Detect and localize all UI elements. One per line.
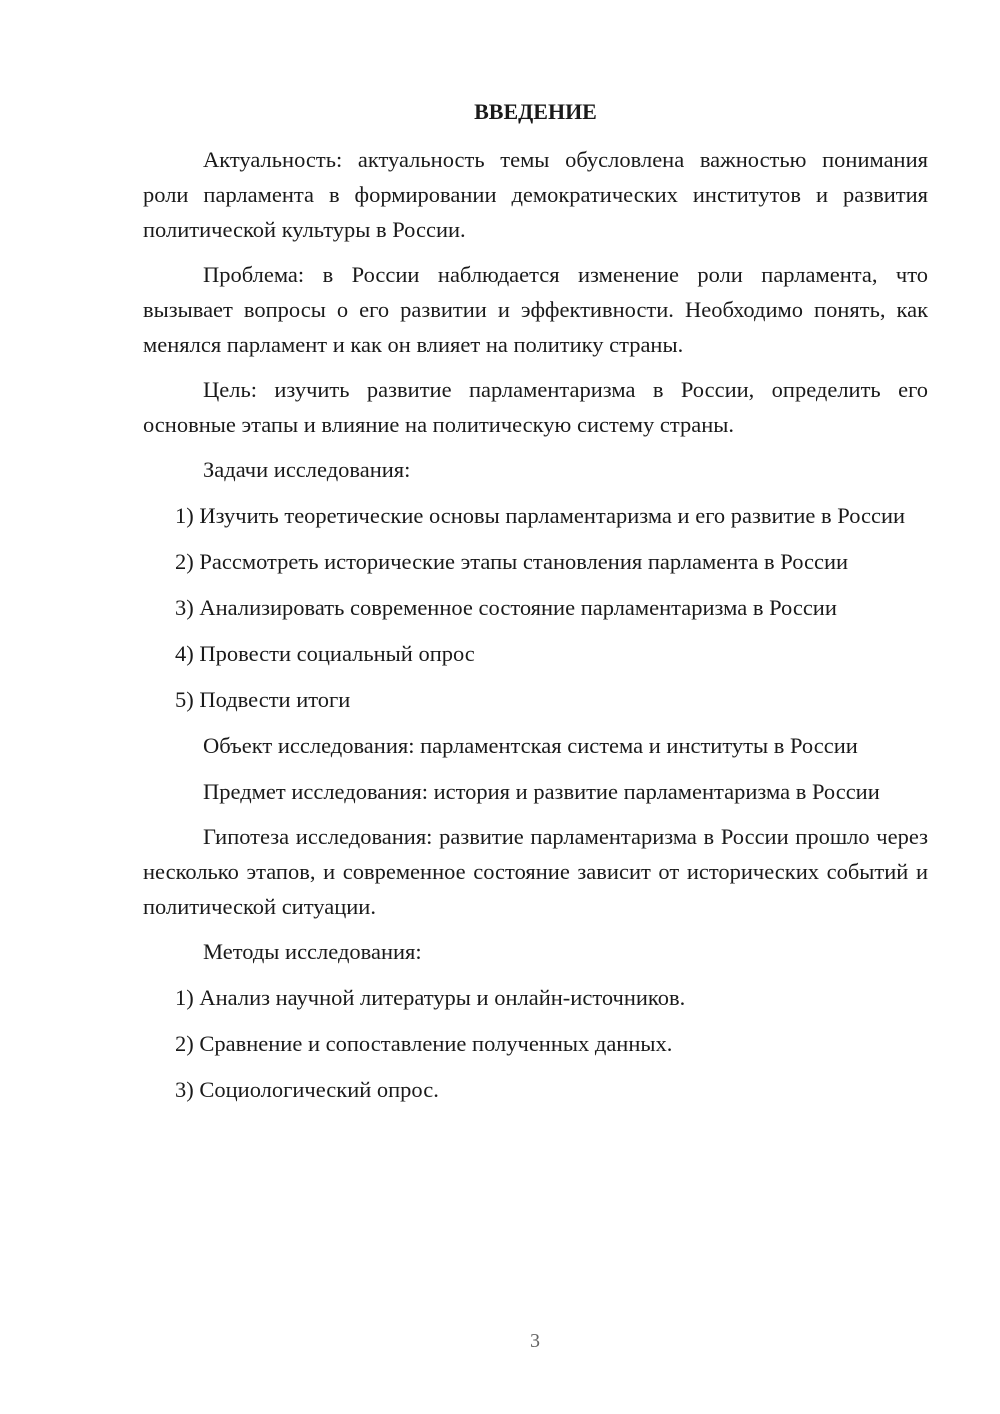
subject-paragraph: Предмет исследования: история и развитие парламентаризма в России [203, 779, 880, 804]
problem-paragraph: Проблема: в России наблюдается изменение роли парламента, что вызывает вопросы о его развитии и эффективности. Необходимо понять, как менялся парламент и как он влияет на политику страны. [143, 262, 928, 357]
goal-paragraph: Цель: изучить развитие парламентаризма в России, определить его основные этапы и влияние на политическую систему страны. [143, 377, 928, 437]
methods-heading: Методы исследования: [203, 939, 422, 964]
hypothesis-paragraph: Гипотеза исследования: развитие парламентаризма в России прошло через несколько этапов, и современное состояние зависит от исторических событий и политической ситуации. [143, 824, 928, 919]
tasks-heading: Задачи исследования: [203, 457, 411, 482]
page-title: ВВЕДЕНИЕ [474, 99, 597, 124]
relevance-paragraph: Актуальность: актуальность темы обусловлена важностью понимания роли парламента в формировании демократических институтов и развития политической культуры в России. [143, 147, 928, 242]
method-item: 2) Сравнение и сопоставление полученных данных. [175, 1031, 673, 1056]
task-item: 5) Подвести итоги [175, 687, 351, 712]
task-item: 3) Анализировать современное состояние парламентаризма в России [175, 595, 837, 620]
object-paragraph: Объект исследования: парламентская система и институты в России [203, 733, 858, 758]
page-content [143, 94, 928, 1118]
task-item: 1) Изучить теоретические основы парламентаризма и его развитие в России [175, 503, 906, 528]
task-item: 2) Рассмотреть исторические этапы становления парламента в России [175, 549, 849, 574]
method-item: 1) Анализ научной литературы и онлайн-источников. [175, 985, 686, 1010]
task-item: 4) Провести социальный опрос [175, 641, 475, 666]
method-item: 3) Социологический опрос. [175, 1077, 439, 1102]
page-number: 3 [530, 1330, 540, 1352]
